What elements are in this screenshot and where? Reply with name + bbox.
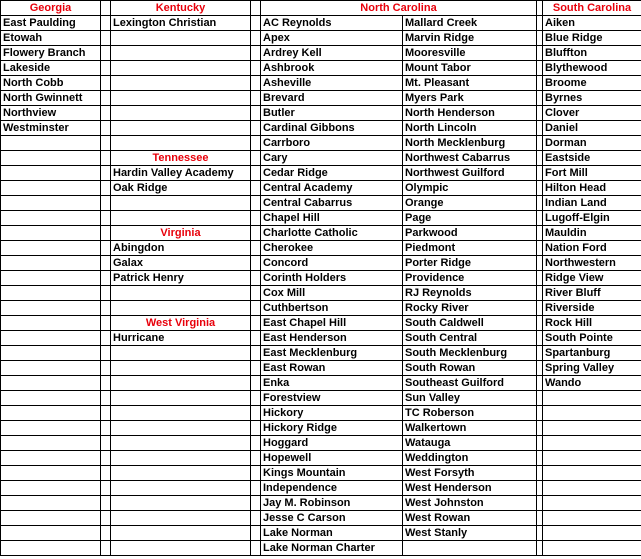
- table-row: [1, 466, 641, 481]
- georgia-school: Westminster: [1, 121, 101, 136]
- table-row: [1, 76, 641, 91]
- sc-school: Ridge View: [543, 271, 641, 286]
- column-gap: [251, 421, 261, 436]
- nc-school: South Central: [403, 331, 537, 346]
- nc-school: Forestview: [261, 391, 403, 406]
- nc-school: Hopewell: [261, 451, 403, 466]
- column-gap: [251, 181, 261, 196]
- table-row: [1, 361, 641, 376]
- empty-cell: [111, 91, 251, 106]
- table-row: [1, 331, 641, 346]
- sc-school: Byrnes: [543, 91, 641, 106]
- column-gap: [101, 346, 111, 361]
- column-gap: [101, 226, 111, 241]
- georgia-school: Northview: [1, 106, 101, 121]
- column-gap: [251, 376, 261, 391]
- column-gap: [251, 211, 261, 226]
- column-gap: [251, 241, 261, 256]
- empty-cell: [543, 436, 641, 451]
- sc-school: Clover: [543, 106, 641, 121]
- column-gap: [101, 451, 111, 466]
- column-gap: [101, 196, 111, 211]
- empty-cell: [1, 151, 101, 166]
- nc-school: Jesse C Carson: [261, 511, 403, 526]
- nc-school: Orange: [403, 196, 537, 211]
- column-gap: [251, 481, 261, 496]
- column-gap: [101, 106, 111, 121]
- empty-cell: [111, 106, 251, 121]
- nc-school: West Stanly: [403, 526, 537, 541]
- nc-school: Porter Ridge: [403, 256, 537, 271]
- empty-cell: [111, 46, 251, 61]
- column-gap: [101, 361, 111, 376]
- column-gap: [251, 316, 261, 331]
- nc-school: Mt. Pleasant: [403, 76, 537, 91]
- nc-school: Independence: [261, 481, 403, 496]
- nc-school: Chapel Hill: [261, 211, 403, 226]
- table-row: [1, 181, 641, 196]
- empty-cell: [543, 496, 641, 511]
- empty-cell: [1, 136, 101, 151]
- column-gap: [251, 46, 261, 61]
- georgia-school: North Cobb: [1, 76, 101, 91]
- sc-school: Rock Hill: [543, 316, 641, 331]
- north-carolina-header: North Carolina: [261, 1, 537, 16]
- column-gap: [251, 331, 261, 346]
- column-gap: [101, 466, 111, 481]
- empty-cell: [111, 436, 251, 451]
- nc-school: East Chapel Hill: [261, 316, 403, 331]
- nc-school: Cary: [261, 151, 403, 166]
- nc-school: Apex: [261, 31, 403, 46]
- empty-cell: [111, 361, 251, 376]
- empty-cell: [111, 451, 251, 466]
- nc-school: Mount Tabor: [403, 61, 537, 76]
- table-row: [1, 346, 641, 361]
- empty-cell: [543, 406, 641, 421]
- georgia-school: Lakeside: [1, 61, 101, 76]
- table-row: [1, 421, 641, 436]
- column-gap: [101, 241, 111, 256]
- sc-school: Northwestern: [543, 256, 641, 271]
- column-gap: [101, 211, 111, 226]
- column-gap: [251, 436, 261, 451]
- sc-school: Spartanburg: [543, 346, 641, 361]
- column-gap: [101, 541, 111, 556]
- table-row: [1, 151, 641, 166]
- table-row: [1, 16, 641, 31]
- nc-school: South Mecklenburg: [403, 346, 537, 361]
- nc-school: Page: [403, 211, 537, 226]
- empty-cell: [1, 271, 101, 286]
- table-row: [1, 496, 641, 511]
- column-gap: [101, 496, 111, 511]
- sc-school: Lugoff-Elgin: [543, 211, 641, 226]
- empty-cell: [1, 466, 101, 481]
- empty-cell: [403, 541, 537, 556]
- sc-school: Eastside: [543, 151, 641, 166]
- nc-school: Corinth Holders: [261, 271, 403, 286]
- nc-school: Jay M. Robinson: [261, 496, 403, 511]
- table-row: [1, 406, 641, 421]
- column-gap: [101, 166, 111, 181]
- empty-cell: [1, 196, 101, 211]
- nc-school: Cherokee: [261, 241, 403, 256]
- kentucky-school: Lexington Christian: [111, 16, 251, 31]
- nc-school: Sun Valley: [403, 391, 537, 406]
- nc-school: Providence: [403, 271, 537, 286]
- empty-cell: [111, 511, 251, 526]
- nc-school: Mallard Creek: [403, 16, 537, 31]
- nc-school: Myers Park: [403, 91, 537, 106]
- nc-school: Weddington: [403, 451, 537, 466]
- column-gap: [251, 151, 261, 166]
- nc-school: Ashbrook: [261, 61, 403, 76]
- table-row: [1, 541, 641, 556]
- sc-school: Broome: [543, 76, 641, 91]
- column-gap: [101, 391, 111, 406]
- sc-school: Daniel: [543, 121, 641, 136]
- nc-school: East Rowan: [261, 361, 403, 376]
- nc-school: Rocky River: [403, 301, 537, 316]
- virginia-subheader: Virginia: [111, 226, 251, 241]
- tennessee-school: Oak Ridge: [111, 181, 251, 196]
- empty-cell: [1, 346, 101, 361]
- empty-cell: [111, 541, 251, 556]
- kentucky-header: Kentucky: [111, 1, 251, 16]
- nc-school: East Mecklenburg: [261, 346, 403, 361]
- table-row: [1, 136, 641, 151]
- column-gap: [251, 136, 261, 151]
- empty-cell: [1, 256, 101, 271]
- nc-school: Hoggard: [261, 436, 403, 451]
- column-gap: [251, 61, 261, 76]
- nc-school: TC Roberson: [403, 406, 537, 421]
- column-gap: [251, 121, 261, 136]
- empty-cell: [1, 406, 101, 421]
- empty-cell: [1, 316, 101, 331]
- empty-cell: [111, 196, 251, 211]
- table-row: [1, 511, 641, 526]
- nc-school: Cox Mill: [261, 286, 403, 301]
- nc-school: West Johnston: [403, 496, 537, 511]
- column-gap: [251, 406, 261, 421]
- west-virginia-school: Hurricane: [111, 331, 251, 346]
- column-gap: [251, 16, 261, 31]
- table-row: [1, 526, 641, 541]
- column-gap: [101, 376, 111, 391]
- column-gap: [101, 331, 111, 346]
- nc-school: RJ Reynolds: [403, 286, 537, 301]
- column-gap: [251, 91, 261, 106]
- sc-school: Wando: [543, 376, 641, 391]
- sc-school: Spring Valley: [543, 361, 641, 376]
- table-row: [1, 61, 641, 76]
- sc-school: River Bluff: [543, 286, 641, 301]
- nc-school: Concord: [261, 256, 403, 271]
- column-gap: [251, 271, 261, 286]
- nc-school: Watauga: [403, 436, 537, 451]
- nc-school: AC Reynolds: [261, 16, 403, 31]
- tennessee-school: Hardin Valley Academy: [111, 166, 251, 181]
- column-gap: [101, 31, 111, 46]
- empty-cell: [1, 511, 101, 526]
- nc-school: Kings Mountain: [261, 466, 403, 481]
- virginia-school: Galax: [111, 256, 251, 271]
- empty-cell: [111, 376, 251, 391]
- nc-school: South Caldwell: [403, 316, 537, 331]
- column-gap: [251, 466, 261, 481]
- column-gap: [251, 76, 261, 91]
- empty-cell: [111, 346, 251, 361]
- table-row: [1, 46, 641, 61]
- empty-cell: [1, 376, 101, 391]
- nc-school: Central Academy: [261, 181, 403, 196]
- empty-cell: [111, 421, 251, 436]
- column-gap: [101, 46, 111, 61]
- column-gap: [251, 256, 261, 271]
- empty-cell: [111, 466, 251, 481]
- nc-school: South Rowan: [403, 361, 537, 376]
- nc-school: Cuthbertson: [261, 301, 403, 316]
- table-row: [1, 286, 641, 301]
- empty-cell: [111, 121, 251, 136]
- nc-school: Mooresville: [403, 46, 537, 61]
- empty-cell: [111, 211, 251, 226]
- tennessee-subheader: Tennessee: [111, 151, 251, 166]
- empty-cell: [111, 76, 251, 91]
- column-gap: [101, 256, 111, 271]
- empty-cell: [1, 211, 101, 226]
- column-gap: [251, 496, 261, 511]
- table-row: [1, 106, 641, 121]
- column-gap: [101, 421, 111, 436]
- georgia-school: Etowah: [1, 31, 101, 46]
- empty-cell: [543, 421, 641, 436]
- nc-school: Cedar Ridge: [261, 166, 403, 181]
- column-gap: [251, 541, 261, 556]
- column-gap: [101, 151, 111, 166]
- nc-school: Southeast Guilford: [403, 376, 537, 391]
- empty-cell: [543, 511, 641, 526]
- nc-school: Northwest Cabarrus: [403, 151, 537, 166]
- empty-cell: [1, 331, 101, 346]
- table-row: [1, 271, 641, 286]
- empty-cell: [111, 391, 251, 406]
- nc-school: Hickory Ridge: [261, 421, 403, 436]
- sc-school: Aiken: [543, 16, 641, 31]
- nc-school: Lake Norman Charter: [261, 541, 403, 556]
- sc-school: Fort Mill: [543, 166, 641, 181]
- table-row: [1, 91, 641, 106]
- column-gap: [101, 301, 111, 316]
- column-gap: [101, 1, 111, 16]
- empty-cell: [1, 526, 101, 541]
- table-row: [1, 241, 641, 256]
- sc-school: Riverside: [543, 301, 641, 316]
- nc-school: Walkertown: [403, 421, 537, 436]
- sc-school: Blue Ridge: [543, 31, 641, 46]
- nc-school: Central Cabarrus: [261, 196, 403, 211]
- table-row: [1, 436, 641, 451]
- nc-school: Carrboro: [261, 136, 403, 151]
- column-gap: [101, 271, 111, 286]
- column-gap: [251, 226, 261, 241]
- table-row: [1, 256, 641, 271]
- nc-school: Brevard: [261, 91, 403, 106]
- empty-cell: [111, 301, 251, 316]
- sc-school: Blythewood: [543, 61, 641, 76]
- empty-cell: [111, 406, 251, 421]
- column-gap: [251, 511, 261, 526]
- nc-school: Piedmont: [403, 241, 537, 256]
- table-row: [1, 226, 641, 241]
- empty-cell: [543, 526, 641, 541]
- column-gap: [251, 286, 261, 301]
- virginia-school: Abingdon: [111, 241, 251, 256]
- column-gap: [101, 181, 111, 196]
- empty-cell: [1, 241, 101, 256]
- sc-school: Bluffton: [543, 46, 641, 61]
- empty-cell: [1, 391, 101, 406]
- empty-cell: [111, 496, 251, 511]
- nc-school: West Rowan: [403, 511, 537, 526]
- column-gap: [101, 16, 111, 31]
- empty-cell: [1, 181, 101, 196]
- column-gap: [101, 526, 111, 541]
- virginia-school: Patrick Henry: [111, 271, 251, 286]
- column-gap: [251, 196, 261, 211]
- nc-school: Parkwood: [403, 226, 537, 241]
- column-gap: [101, 406, 111, 421]
- empty-cell: [543, 451, 641, 466]
- column-gap: [251, 166, 261, 181]
- column-gap: [101, 511, 111, 526]
- nc-school: Ardrey Kell: [261, 46, 403, 61]
- empty-cell: [1, 361, 101, 376]
- table-row: [1, 196, 641, 211]
- empty-cell: [111, 481, 251, 496]
- nc-school: Marvin Ridge: [403, 31, 537, 46]
- empty-cell: [543, 541, 641, 556]
- empty-cell: [1, 301, 101, 316]
- sc-school: Nation Ford: [543, 241, 641, 256]
- sc-school: Dorman: [543, 136, 641, 151]
- empty-cell: [1, 481, 101, 496]
- column-gap: [101, 91, 111, 106]
- georgia-school: Flowery Branch: [1, 46, 101, 61]
- table-row: [1, 211, 641, 226]
- nc-school: Asheville: [261, 76, 403, 91]
- column-gap: [101, 316, 111, 331]
- column-gap: [101, 136, 111, 151]
- empty-cell: [111, 136, 251, 151]
- column-gap: [101, 286, 111, 301]
- nc-school: North Mecklenburg: [403, 136, 537, 151]
- nc-school: North Lincoln: [403, 121, 537, 136]
- nc-school: Lake Norman: [261, 526, 403, 541]
- sc-school: Hilton Head: [543, 181, 641, 196]
- empty-cell: [111, 61, 251, 76]
- nc-school: West Forsyth: [403, 466, 537, 481]
- empty-cell: [543, 391, 641, 406]
- column-gap: [251, 451, 261, 466]
- header-row: [1, 1, 641, 16]
- column-gap: [251, 391, 261, 406]
- sc-school: Indian Land: [543, 196, 641, 211]
- empty-cell: [1, 496, 101, 511]
- empty-cell: [1, 226, 101, 241]
- empty-cell: [1, 451, 101, 466]
- table-row: [1, 301, 641, 316]
- nc-school: North Henderson: [403, 106, 537, 121]
- table-row: [1, 31, 641, 46]
- column-gap: [101, 481, 111, 496]
- column-gap: [251, 31, 261, 46]
- table-row: [1, 166, 641, 181]
- sc-school: South Pointe: [543, 331, 641, 346]
- column-gap: [251, 346, 261, 361]
- nc-school: Hickory: [261, 406, 403, 421]
- column-gap: [251, 1, 261, 16]
- nc-school: Charlotte Catholic: [261, 226, 403, 241]
- nc-school: West Henderson: [403, 481, 537, 496]
- nc-school: Cardinal Gibbons: [261, 121, 403, 136]
- nc-school: Butler: [261, 106, 403, 121]
- empty-cell: [111, 526, 251, 541]
- empty-cell: [1, 421, 101, 436]
- nc-school: Northwest Guilford: [403, 166, 537, 181]
- table-row: [1, 121, 641, 136]
- table-row: [1, 391, 641, 406]
- georgia-header: Georgia: [1, 1, 101, 16]
- table-row: [1, 316, 641, 331]
- column-gap: [251, 526, 261, 541]
- table-row: [1, 376, 641, 391]
- table-row: [1, 481, 641, 496]
- georgia-school: North Gwinnett: [1, 91, 101, 106]
- nc-school: Enka: [261, 376, 403, 391]
- west-virginia-subheader: West Virginia: [111, 316, 251, 331]
- nc-school: East Henderson: [261, 331, 403, 346]
- sc-school: Mauldin: [543, 226, 641, 241]
- empty-cell: [111, 286, 251, 301]
- column-gap: [251, 106, 261, 121]
- column-gap: [101, 76, 111, 91]
- nc-school: Olympic: [403, 181, 537, 196]
- empty-cell: [543, 466, 641, 481]
- empty-cell: [1, 436, 101, 451]
- table-row: [1, 451, 641, 466]
- empty-cell: [1, 166, 101, 181]
- empty-cell: [111, 31, 251, 46]
- column-gap: [101, 121, 111, 136]
- south-carolina-header: South Carolina: [543, 1, 641, 16]
- empty-cell: [1, 286, 101, 301]
- column-gap: [101, 436, 111, 451]
- empty-cell: [1, 541, 101, 556]
- column-gap: [101, 61, 111, 76]
- empty-cell: [543, 481, 641, 496]
- column-gap: [251, 361, 261, 376]
- georgia-school: East Paulding: [1, 16, 101, 31]
- column-gap: [251, 301, 261, 316]
